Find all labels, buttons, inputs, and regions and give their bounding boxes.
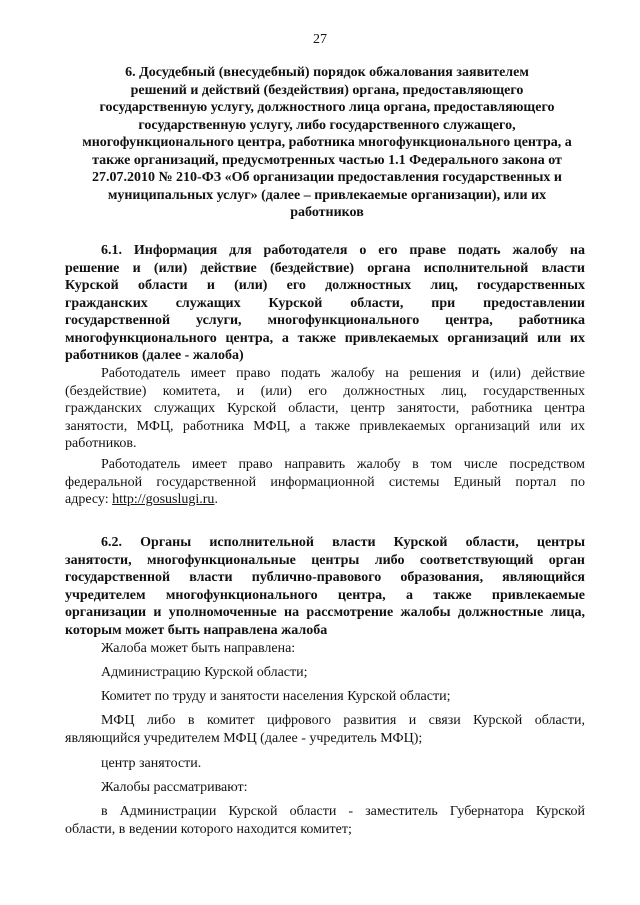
address-suffix: .: [214, 492, 218, 507]
complaints-considered-item: [65, 803, 585, 838]
address-prefix: адресу:: [65, 492, 113, 507]
paragraph-line: Жалоба может быть направлена:: [101, 641, 296, 656]
complaint-sent-to-intro: [65, 640, 585, 658]
title-line: 6. Досудебный (внесудебный) порядок обжалования заявителем: [125, 65, 529, 80]
gosuslugi-link[interactable]: http://gosuslugi.ru: [112, 492, 215, 507]
heading-line: государственной власти публично-правового образования, являющийся: [65, 570, 585, 585]
subsection-6-2-heading: [65, 534, 585, 639]
paragraph-line: центр занятости.: [101, 756, 202, 771]
paragraph-line: Работодатель имеет право подать жалобу на решения и (или) действие: [101, 366, 585, 381]
paragraph-line: области, в ведении которого находится комитет;: [65, 821, 352, 837]
heading-line: 6.1. Информация для работодателя о его праве подать жалобу на: [101, 243, 585, 258]
heading-line: работников (далее - жалоба): [65, 348, 244, 363]
title-line: решений и действий (бездействия) органа, предоставляющего: [130, 82, 524, 98]
paragraph-line: занятости, МФЦ, работника МФЦ, а также привлекаемых организаций или их: [65, 418, 585, 434]
heading-line: учредителем многофункционального центра, а также привлекаемые: [65, 587, 585, 603]
heading-line: государственной услуги, многофункционального центра, работника: [65, 313, 585, 328]
heading-line: решение и (или) действие (бездействие) органа исполнительной власти: [65, 260, 585, 276]
paragraph-line: являющийся учредителем МФЦ (далее - учредитель МФЦ);: [65, 730, 423, 746]
sent-to-item-mfc: [65, 712, 585, 747]
title-line: муниципальных услуг» (далее – привлекаемые организации), или их: [107, 187, 547, 203]
paragraph-line: Комитет по труду и занятости населения Курской области;: [101, 689, 451, 704]
paragraph-line: в Администрации Курской области - заместитель Губернатора Курской: [101, 804, 585, 819]
sent-to-item: [65, 688, 585, 706]
sent-to-item-center: [65, 755, 585, 773]
paragraph-line: гражданских служащих Курской области, центр занятости, работника центра: [65, 401, 585, 416]
paragraph-line: Работодатель имеет право направить жалобу в том числе посредством: [101, 457, 585, 472]
title-line: государственную услугу, либо государственного служащего,: [138, 117, 516, 133]
title-line: государственную услугу, должностного лица органа, предоставляющего: [99, 100, 555, 115]
title-line: 27.07.2010 № 210-ФЗ «Об организации предоставления государственных и: [91, 170, 563, 185]
heading-line: организации и уполномоченные на рассмотрение жалобы должностные лица,: [65, 605, 585, 620]
heading-line: многофункционального центра, а также привлекаемых организаций или их: [65, 330, 585, 346]
heading-line: 6.2. Органы исполнительной власти Курской области, центры: [101, 535, 585, 550]
section-6-title: [72, 64, 582, 222]
paragraph-line: МФЦ либо в комитет цифрового развития и связи Курской области,: [101, 713, 585, 728]
subsection-6-1-paragraph-1: [65, 365, 585, 453]
subsection-6-1-paragraph-2: [65, 456, 585, 509]
title-line: многофункционального центра, работника многофункционального центра, а: [82, 135, 572, 150]
heading-line: гражданских служащих Курской области, при предоставлении: [65, 295, 585, 311]
paragraph-line: Жалобы рассматривают:: [101, 780, 248, 795]
page-number: 27: [313, 32, 327, 47]
title-line: работников: [290, 205, 364, 220]
heading-line: которым может быть направлена жалоба: [65, 622, 328, 638]
paragraph-line: федеральной государственной информационной системы Единый портал по: [65, 474, 585, 490]
paragraph-line: [65, 491, 585, 509]
complaints-considered-intro: [65, 779, 585, 797]
paragraph-line: Администрацию Курской области;: [101, 665, 308, 680]
heading-line: Курской области и (или) его должностных лиц, государственных: [65, 278, 585, 293]
title-line: также организаций, предусмотренных частью 1.1 Федерального закона от: [92, 152, 562, 168]
heading-line: занятости, многофункциональные центры либо соответствующий орган: [65, 552, 585, 568]
sent-to-item: [65, 664, 585, 682]
subsection-6-1-heading: [65, 242, 585, 365]
paragraph-line: работников.: [65, 436, 137, 451]
paragraph-line: (бездействие) комитета, и (или) его должностных лиц, государственных: [65, 383, 585, 399]
